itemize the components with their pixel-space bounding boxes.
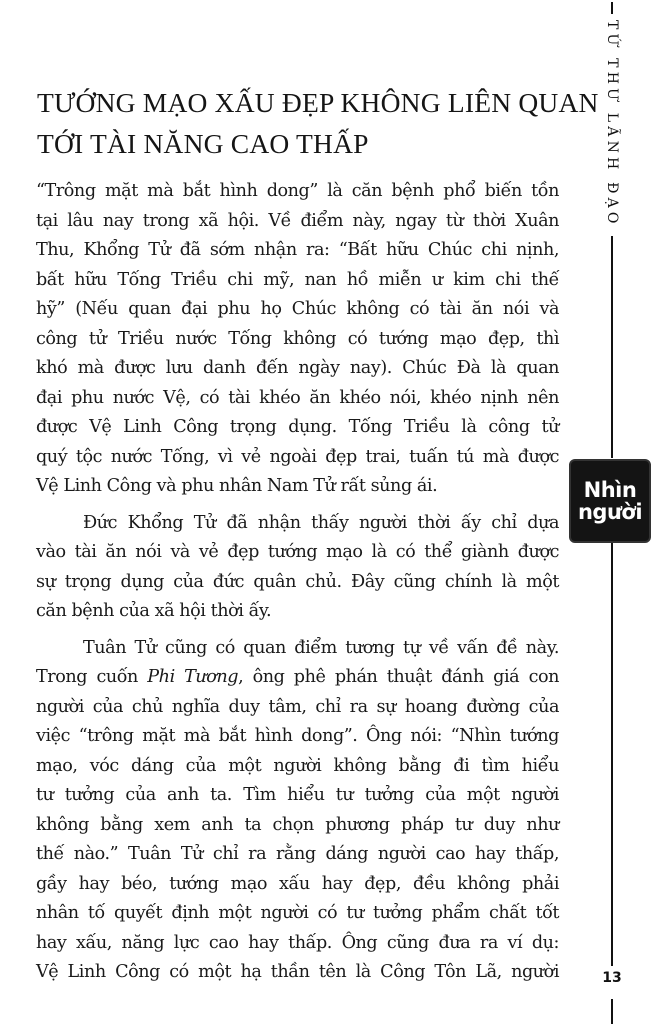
text-line: gầy hay béo, tướng mạo xấu hay đẹp, đều không phải [36,873,559,894]
text-line: mạo, vóc dáng của một người không bằng đi tìm hiểu [36,755,559,776]
page-title [37,82,599,164]
text-line: đại phu nước Vệ, có tài khéo ăn khéo nói, khéo nịnh nên [36,387,559,408]
text-line: vào tài ăn nói và vẻ đẹp tướng mạo là có thể giành được [36,542,559,562]
text-line: Vệ Linh Công có một hạ thần tên là Công Tôn Lã, người [36,962,559,982]
paragraph-3 [36,634,559,988]
text-line: “Trông mặt mà bắt hình dong” là căn bệnh phổ biến tồn [36,181,559,201]
margin-rule-lower [611,543,613,966]
text-line: Đức Khổng Tử đã nhận thấy người thời ấy chỉ dựa [83,512,559,533]
section-badge-line2: người [577,500,643,524]
text-line: tư tưởng của anh ta. Tìm hiểu tư tưởng của một người [36,785,559,805]
book-title: Phi Tương [147,667,239,687]
paragraph-1 [36,177,559,502]
text-line: thế nào.” Tuân Tử chỉ ra rằng dáng người cao hay thấp, [36,844,559,864]
text-line: Tuân Tử cũng có quan điểm tương tự về vấn đề này. [83,637,559,658]
text-line: nhân tố quyết định một người có tư tưởng phẩm chất tốt [36,903,559,923]
section-badge-line1: Nhìn [583,478,637,502]
margin-rule-top [611,2,613,14]
text-line-with-title [36,663,559,693]
text-line: được Vệ Linh Công trọng dụng. Tống Triều là công tử [36,417,559,437]
text-line: sự trọng dụng của đức quân chủ. Đây cũng chính là một [36,571,559,592]
text-line: khó mà được lưu danh đến ngày nay). Chúc Đà là quan [36,358,559,378]
body-text [36,177,559,988]
text-fragment: , ông phê phán thuật đánh giá con [238,667,559,687]
running-head: TỨ THƯ LÃNH ĐẠO [604,20,620,228]
page-title-line: TƯỚNG MẠO XẤU ĐẸP KHÔNG LIÊN QUAN [37,87,599,118]
text-line: người của chủ nghĩa duy tâm, chỉ ra sự hoang đường của [36,696,559,717]
margin-rule-upper [611,236,613,458]
page-number: 13 [602,970,622,986]
page-title-line: TỚI TÀI NĂNG CAO THẤP [37,128,369,159]
text-line: hỹ” (Nếu quan đại phu họ Chúc không có tài ăn nói và [36,299,559,319]
text-line: việc “trông mặt mà bắt hình dong”. Ông nói: “Nhìn tướng [36,726,559,746]
margin-rule-bottom [611,999,613,1024]
text-line: Thu, Khổng Tử đã sớm nhận ra: “Bất hữu Chúc chi nịnh, [36,240,559,260]
text-fragment: Trong cuốn [36,667,148,687]
text-line: Vệ Linh Công và phu nhân Nam Tử rất sủng ái. [36,476,438,496]
section-badge [569,459,651,543]
text-line: hay xấu, năng lực cao hay thấp. Ông cũng đưa ra ví dụ: [36,932,559,953]
text-line: bất hữu Tống Triều chi mỹ, nan hồ miễn ư kim chi thế [36,269,559,290]
text-line: công tử Triều nước Tống không có tướng mạo đẹp, thì [36,328,559,349]
text-line: tại lâu nay trong xã hội. Về điểm này, ngay từ thời Xuân [36,210,559,231]
text-line: quý tộc nước Tống, vì vẻ ngoài đẹp trai, tuấn tú mà được [36,446,559,467]
paragraph-2 [36,509,559,627]
text-line: không bằng xem anh ta chọn phương pháp tư duy như [36,814,559,835]
text-line: căn bệnh của xã hội thời ấy. [36,601,272,621]
